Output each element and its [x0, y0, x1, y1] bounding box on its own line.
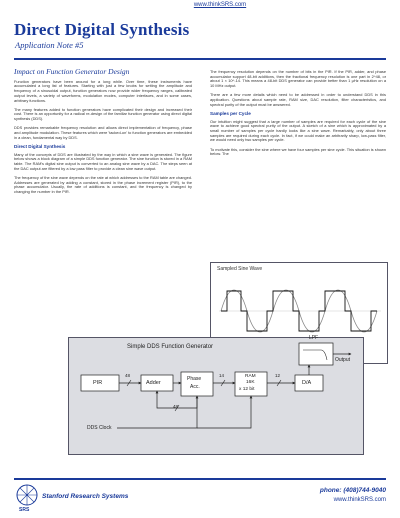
dds-clock-label: DDS Clock [87, 425, 112, 431]
dds-diagram-svg [69, 338, 363, 454]
dac-label: D/A [302, 380, 312, 386]
dds-block-diagram [68, 337, 364, 455]
paragraph: To motivate this, consider the sine where we have four samples per sine cycle. This situation is shown below. The [210, 146, 386, 157]
paragraph: Our intuition might suggest that a large number of samples are required for each cycle of the sine wave to achieve good spectral purity of the output. A sketch of a sine which is approximated by a small number of samples per cycle hardly looks like a sine wave. Remarkably, only about three samples are required during each cycle. In fact, if we could make an arbitrarily sharp, low-pass filter, we would need only two samples per cycle. [210, 118, 386, 143]
company-name: Stanford Research Systems [42, 493, 129, 500]
section-heading-samples: Samples per Cycle [210, 110, 251, 116]
paragraph: The frequency resolution depends on the number of bits in the PIR. If the PIR, adder, and phase accumulator support 48-bit additions, then the fractional frequency resolution is one part in 2^48, or about 1 × 10^-14. This means a 48-bit DDS generator can provide better than 1 µHz resolution on a 10 MHz output. [210, 69, 386, 89]
paragraph: The many features added to function generators have complicated their design and increased their cost. There is an opportunity for a radical re-design of the familiar function generator using direct digital synthesis (DDS). [14, 106, 192, 122]
lpf-block [299, 343, 333, 365]
paragraph: The frequency of the sine wave depends on the rate at which addresses to the RAM table are changed. Addresses are generated by adding a constant, stored in the phase increment register (PIR), to the phase accumulator. Usually, the rate of additions is constant, and the frequency is changed by changing the number in the PIR. [14, 174, 192, 195]
right-column [210, 70, 386, 162]
lpf-label: LPF [309, 335, 319, 341]
bus-width-14: 14 [219, 373, 225, 378]
adder-label: Adder [146, 380, 161, 386]
website-link[interactable]: www.thinkSRS.com [193, 2, 247, 8]
section-heading-impact: Impact on Function Generator Design [14, 67, 130, 76]
section-heading-dds: Direct Digital Synthesis [14, 143, 66, 149]
bus-width-48: 48 [173, 404, 179, 409]
ram-width-label: x 12 bit [239, 387, 255, 392]
pir-label: PIR [93, 380, 103, 386]
left-column [14, 67, 192, 199]
bus-width-48: 48 [125, 373, 131, 378]
footer-divider [14, 478, 386, 480]
paragraph: There are a few more details which need to be addressed in order to understand DDS in this application. Questions about sample rate, RAM size, DAC resolution, filter characteristics, and spectral purity of the output must be answered. [210, 92, 386, 107]
phone-number: phone: (408)744-9040 [319, 487, 386, 494]
page-subtitle: Application Note #5 [15, 40, 84, 50]
logo-text: SRS [19, 507, 30, 513]
ram-label: RAM [245, 374, 256, 379]
srs-logo [16, 484, 38, 506]
paragraph: Function generators have been around for a long while. Over time, these instruments have accumulated a long list of features. Starting with just a few knobs for setting the amplitude and frequency of a sinusoidal output, function generators now provide wider frequency ranges, calibrated output levels, a variety of waveforms, modulation modes, computer interfaces, and in some cases, arbitrary functions. [14, 78, 192, 103]
paragraph: Many of the concepts of DDS are illustrated by the way in which a sine wave is generated. The figure below shows a block diagram of a simple DDS function generator. The sine function is stored in a RAM table. The RAM's digital sine output is converted to an analog sine wave by a DAC. The steps seen at the DAC output are filtered by a low pass filter to provide a clean sine wave output. [14, 151, 192, 171]
figure-title: Sampled Sine Wave [217, 266, 263, 272]
output-label: Output [335, 357, 351, 363]
ram-size-label: 16K [246, 380, 255, 385]
clock-to-ram-line [197, 396, 251, 428]
acc-label: Acc. [190, 384, 200, 390]
paragraph: DDS provides remarkable frequency resolution and allows direct implementation of frequency, phase and amplitude modulation. These features which were 'tacked-on' to function generators are embedded in a clean, fundamental way by DDS. [14, 125, 192, 140]
footer-website-link[interactable]: www.thinkSRS.com [333, 497, 386, 503]
figure-title: Simple DDS Function Generator [127, 344, 214, 350]
srs-logo-icon [16, 484, 38, 506]
bus-width-12: 12 [275, 373, 281, 378]
header-divider [14, 58, 386, 60]
phase-label: Phase [187, 376, 202, 382]
page-title: Direct Digital Synthesis [14, 20, 190, 39]
